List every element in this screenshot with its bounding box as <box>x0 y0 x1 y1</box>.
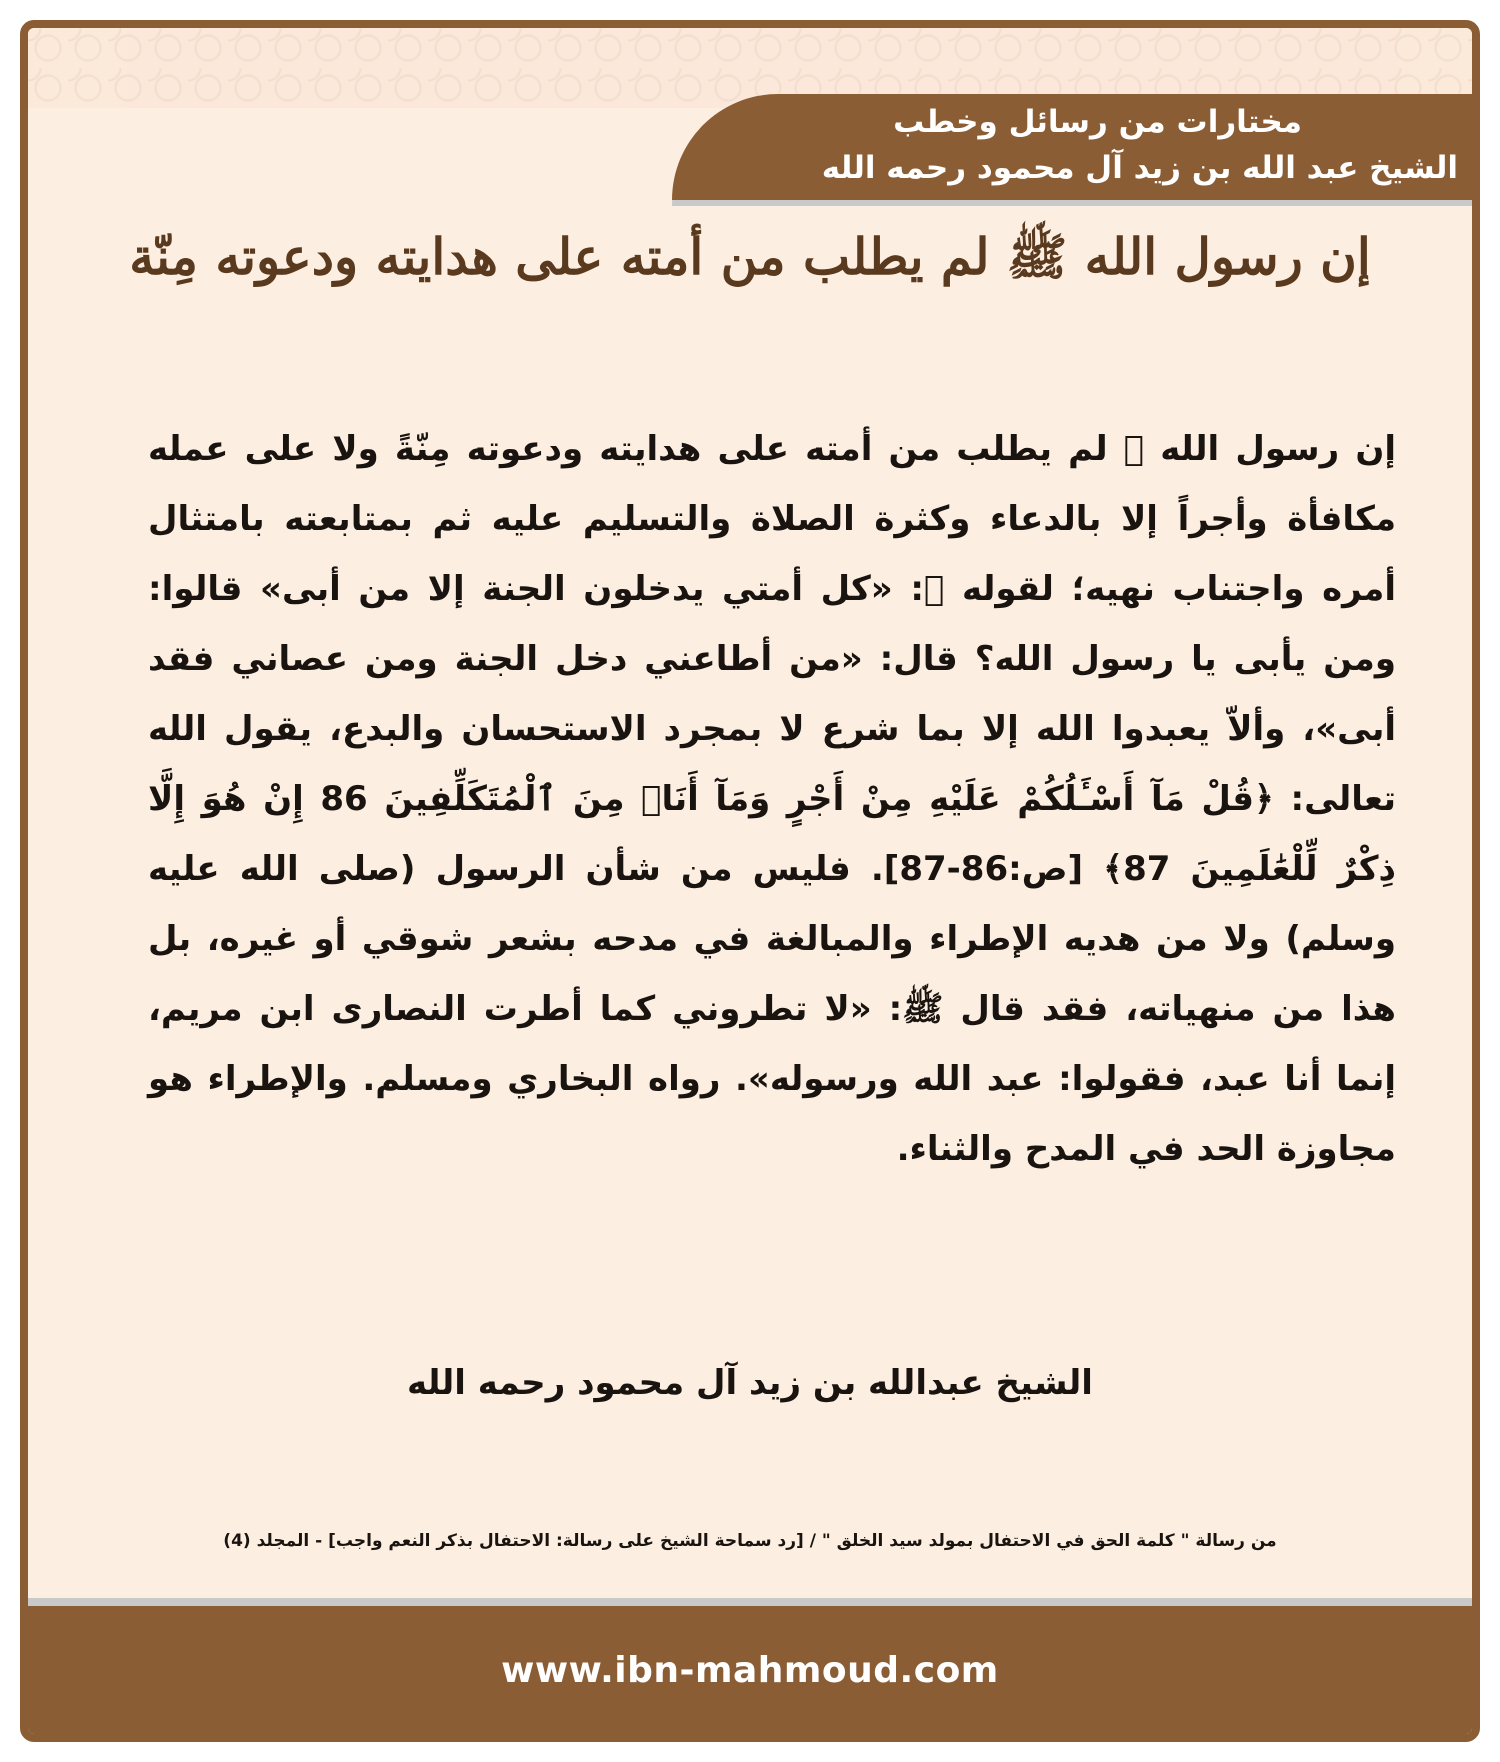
series-author: الشيخ عبد الله بن زيد آل محمود رحمه الله <box>821 150 1458 186</box>
series-header-band <box>672 94 1472 200</box>
footer-band <box>28 1606 1472 1734</box>
series-title: مختارات من رسائل وخطب <box>893 104 1302 140</box>
page-frame <box>20 20 1480 1742</box>
article-title: إن رسول الله ﷺ لم يطلب من أمته على هدايته ودعوته مِنّة <box>129 227 1371 286</box>
author-signature: الشيخ عبدالله بن زيد آل محمود رحمه الله <box>407 1363 1093 1403</box>
website-link[interactable]: www.ibn-mahmoud.com <box>501 1649 999 1691</box>
article-body: إن رسول الله ﷺ لم يطلب من أمته على هدايته ودعوته مِنّةً ولا على عمله مكافأة وأجراً إلا بالدعاء وكثرة الصلاة والتسليم عليه ثم بمتابعته بامتثال أمره واجتناب نهيه؛ لقوله ﷺ: «كل أمتي يدخلون الجنة إلا من أبى» قالوا: ومن يأبى يا رسول الله؟ قال: «من أطاعني دخل الجنة ومن عصاني فقد أبى»، وألاّ يعبدوا الله إلا بما شرع لا بمجرد الاستحسان والبدع، يقول الله تعالى: ﴿قُلْ مَآ أَسْـَٔلُكُمْ عَلَيْهِ مِنْ أَجْرٍ وَمَآ أَنَا۠ مِنَ ٱلْمُتَكَلِّفِينَ 86 إِنْ هُوَ إِلَّا ذِكْرٌ لِّلْعَٰلَمِينَ 87﴾ [ص:86-87]. فليس من شأن الرسول (صلى الله عليه وسلم) ولا من هديه الإطراء والمبالغة في مدحه بشعر شوقي أو غيره، بل هذا من منهياته، فقد قال ﷺ: «لا تطروني كما أطرت النصارى ابن مريم، إنما أنا عبد، فقولوا: عبد الله ورسوله». رواه البخاري ومسلم. والإطراء هو مجاوزة الحد في المدح والثناء. <box>148 429 1397 1169</box>
source-citation: من رسالة " كلمة الحق في الاحتفال بمولد سيد الخلق " / [رد سماحة الشيخ على رسالة: الاحتفال بذكر النعم واجب] - المجلد (4) <box>223 1531 1277 1551</box>
